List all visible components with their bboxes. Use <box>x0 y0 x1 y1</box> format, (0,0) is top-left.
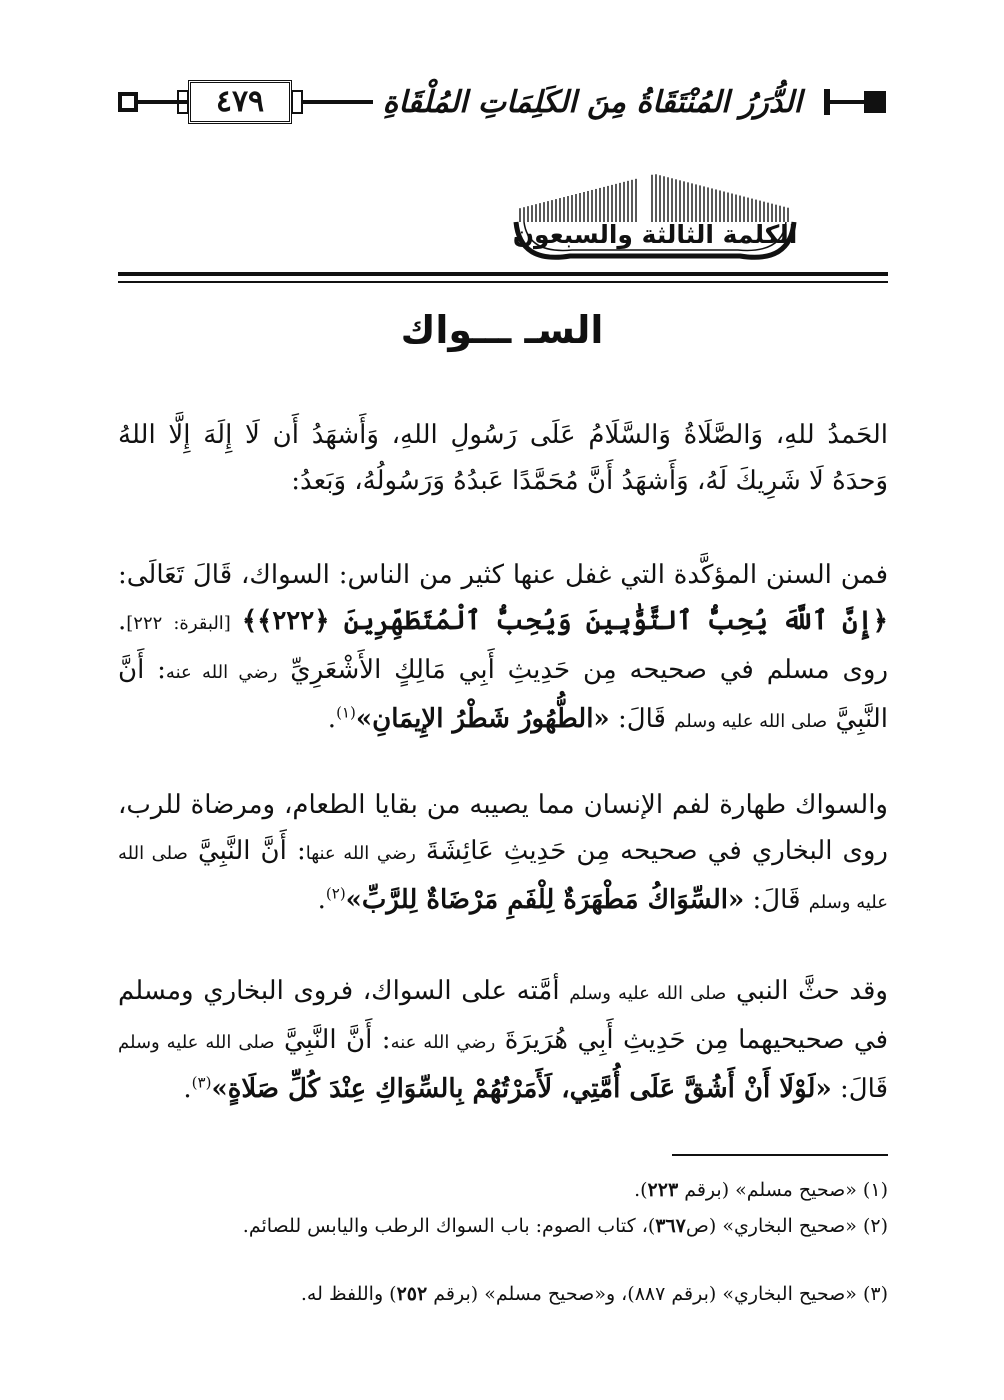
text-run: (١) «صحيح مسلم» (برقم <box>678 1179 888 1201</box>
page-number-frame <box>188 80 292 124</box>
text-run: ). <box>634 1179 648 1201</box>
header-bar-ornament-right <box>824 89 830 115</box>
bold-text: ﴿إِنَّ ٱللَّهَ يُحِبُّ ٱلتَّوَّٰبِينَ وَيُحِبُّ ٱلْمُتَطَهِّرِينَ ﴿٢٢٢﴾﴾ <box>241 606 888 636</box>
text-run: رضي الله عنه <box>390 1032 496 1053</box>
bold-text: «لَوْلَا أَنْ أَشُقَّ عَلَى أُمَّتِي، لَأَمَرْتُهُمْ بِالسِّوَاكِ عِنْدَ كُلِّ صَلَاةٍ» <box>211 1074 832 1104</box>
text-run: رضي الله عنه <box>165 662 278 683</box>
header-rule-right <box>828 100 864 104</box>
text-run: . <box>183 1074 192 1104</box>
text-run: ) واللفظ له. <box>300 1283 397 1305</box>
bold-text: «السِّوَاكُ مَطْهَرَةٌ لِلْفَمِ مَرْضَاةٌ لِلرَّبِّ» <box>345 885 745 915</box>
text-run: قَالَ: <box>831 1074 888 1104</box>
text-run: : أَنَّ النَّبِيَّ <box>274 1025 391 1055</box>
bold-text: ٢٢٣ <box>647 1179 679 1201</box>
text-run: صلى الله عليه وسلم <box>118 1032 275 1053</box>
text-run: والسواك طهارة لفم الإنسان مما يصيبه من بقايا الطعام، ومرضاة للرب، روى البخاري في صحيحه مِن حَدِيثِ عَائِشَةَ <box>118 790 888 866</box>
text-run: فمن السنن المؤكَّدة التي غفل عنها كثير من الناس: السواك، قَالَ تَعَالَى: <box>118 560 888 590</box>
footnote-3 <box>118 1278 888 1310</box>
footnote-ref: (١) <box>336 703 356 722</box>
footnote-1 <box>118 1174 888 1206</box>
text-run: قَالَ: <box>744 885 809 915</box>
running-header <box>112 74 890 130</box>
banner-ornament <box>510 170 800 266</box>
paragraph-encouragement <box>118 968 888 1112</box>
text-run: : أَنَّ النَّبِيَّ <box>187 836 306 866</box>
text-run: صلى الله عليه وسلم <box>569 983 727 1004</box>
text-run: : أَنَّ النَّبِيَّ <box>118 655 888 734</box>
book-title: الدُّرَرُ المُنْتَقَاةُ مِنَ الكَلِمَاتِ المُلْقَاةِ <box>373 74 812 130</box>
bold-text: ٢٥٢ <box>396 1283 428 1305</box>
text-run: . روى مسلم في صحيحه مِن حَدِيثِ أَبِي مَالِكٍ الأَشْعَرِيِّ <box>118 606 889 685</box>
paragraph-sunnah <box>118 552 888 745</box>
footnote-2 <box>118 1210 888 1242</box>
text-run: صلى الله عليه وسلم <box>674 711 828 732</box>
text-run: قَالَ: <box>609 704 675 734</box>
footnote-ref: (٣) <box>191 1073 212 1092</box>
section-rule-thin <box>118 281 888 283</box>
chapter-title: الكلمة الثالثة والسبعون <box>512 220 798 249</box>
footnote-ref: (٢) <box>325 884 346 903</box>
text-run: الحَمدُ للهِ، وَالصَّلَاةُ وَالسَّلَامُ عَلَى رَسُولِ اللهِ، وَأَشهَدُ أَن لَا إِلَهَ إِلَّا اللهُ وَحدَهُ لَا شَرِيكَ لَهُ، وَأَشهَدُ أَنَّ مُحَمَّدًا عَبدُهُ وَرَسُولُهُ، وَبَعدُ: <box>118 420 888 496</box>
text-run: (٣) «صحيح البخاري» (برقم ٨٨٧)، و«صحيح مسلم» (برقم <box>427 1283 888 1305</box>
header-square-filled-ornament <box>864 91 886 113</box>
bold-text: «الطُّهُورُ شَطْرُ الإِيمَانِ» <box>355 704 610 734</box>
chapter-banner <box>510 170 800 266</box>
header-square-open-ornament <box>118 92 138 112</box>
page-number: ٤٧٩ <box>215 84 265 119</box>
text-run: . <box>327 704 337 734</box>
text-run: صلى الله عليه وسلم <box>118 843 888 913</box>
text-run: . <box>317 885 326 915</box>
section-rule-thick <box>118 272 888 276</box>
page-title: السـ ـــواك <box>400 308 604 352</box>
text-run: [البقرة: ٢٢٢] <box>126 613 242 634</box>
paragraph-purification <box>118 782 888 926</box>
text-run: وقد حثَّ النبي <box>726 976 888 1006</box>
footnote-rule <box>672 1154 888 1156</box>
paragraph-intro <box>118 412 888 504</box>
bold-text: ٣٦٧ <box>655 1215 686 1237</box>
text-run: (٢) «صحيح البخاري» (ص <box>685 1215 888 1237</box>
text-run: أمَّته على السواك، فروى البخاري ومسلم في صحيحيهما مِن حَدِيثِ أَبِي هُرَيرَةَ <box>118 976 889 1055</box>
text-run: )، كتاب الصوم: باب السواك الرطب واليابس للصائم. <box>242 1215 656 1237</box>
text-run: رضي الله عنها <box>305 843 416 864</box>
